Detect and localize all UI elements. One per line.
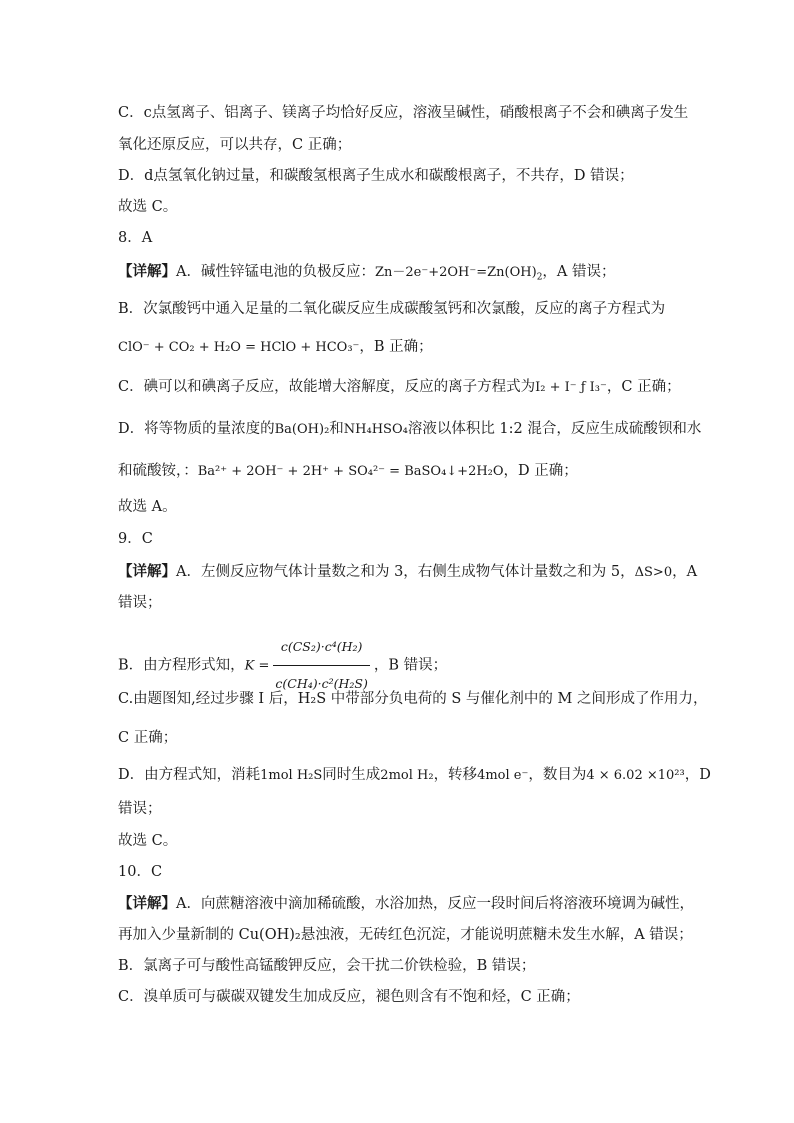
text-span: ，D: [684, 767, 711, 783]
text-line: 错误；: [118, 595, 162, 611]
text-span: A．左侧反应物气体计量数之和为 3，右侧生成物气体计量数之和为 5，: [176, 564, 635, 580]
text-span: ，B 正确；: [359, 339, 433, 355]
text-line: [118, 766, 711, 785]
text-line: [118, 420, 701, 439]
answer-number: 9．C: [118, 531, 153, 547]
text-line: C 正确；: [118, 730, 178, 746]
text-span: C．碘可以和碘离子反应，故能增大溶解度，反应的离子方程式为: [118, 379, 536, 395]
equation-text: Zn－2e⁻+2OH⁻=Zn(OH): [374, 265, 537, 280]
text-span: A．向蔗糖溶液中滴加稀硫酸，水浴加热，反应一段时间后将溶液环境调为碱性，: [176, 896, 694, 912]
equation: 4 × 6.02 ×10²³: [586, 768, 685, 783]
text-span: ，B 错误；: [373, 657, 448, 674]
text-line: 错误；: [118, 801, 162, 817]
text-line: B．氯离子可与酸性高锰酸钾反应，会干扰二价铁检验，B 错误；: [118, 958, 536, 974]
equation: 4mol e⁻: [477, 768, 529, 783]
explanation-line: [118, 563, 697, 582]
explanation-tag: 【详解】: [118, 563, 176, 580]
text-line: [118, 378, 681, 397]
text-span: ，C 正确；: [606, 379, 681, 395]
text-line: 故选 C。: [118, 833, 178, 849]
text-span: ，数目为: [528, 767, 587, 783]
text-span: 同时生成: [322, 767, 381, 783]
text-line: 故选 C。: [118, 199, 178, 215]
text-line: B．次氯酸钙中通入足量的二氧化碳反应生成碳酸氢钙和次氯酸，反应的离子方程式为: [118, 301, 666, 317]
text-line: 故选 A。: [118, 499, 177, 515]
text-line: [118, 462, 578, 481]
text-span: 和: [329, 421, 344, 437]
equation: 1mol H₂S: [260, 768, 323, 783]
equation: ClO⁻ + CO₂ + H₂O = HClO + HCO₃⁻: [118, 340, 360, 355]
text-line: C．c点氢离子、铝离子、镁离子均恰好反应，溶液呈碱性，硝酸根离子不会和碘离子发生: [118, 105, 689, 121]
equation: Ba(OH)₂: [274, 422, 330, 437]
text-span: ，A: [672, 564, 698, 580]
explanation-line: [118, 895, 694, 913]
text-span: D．由方程式知，消耗: [118, 767, 261, 783]
equation: NH₄HSO₄: [343, 422, 408, 437]
text-span: D．将等物质的量浓度的: [118, 421, 275, 437]
text-line: 氧化还原反应，可以共存，C 正确；: [118, 137, 352, 153]
text-span: ，A 错误；: [542, 264, 616, 280]
text-span: B．由方程形式知，: [118, 657, 245, 674]
text-span: 溶液以体积比 1:2 混合，反应生成硫酸钡和水: [407, 421, 702, 437]
text-span: ，转移: [433, 767, 478, 783]
explanation-line: [118, 263, 616, 282]
fraction-denominator: c(CH₄)·c²(H₂S): [275, 676, 368, 691]
equation: ΔS>0: [634, 565, 673, 580]
answer-number: 10．C: [118, 864, 163, 880]
subscript: 2: [536, 272, 543, 283]
text-line: C．溴单质可与碳碳双键发生加成反应，褪色则含有不饱和烃，C 正确；: [118, 989, 580, 1005]
text-line: D．d点氢氧化钠过量，和碳酸氢根离子生成水和碳酸根离子，不共存，D 错误；: [118, 168, 634, 184]
text-line: 再加入少量新制的 Cu(OH)₂悬浊液，无砖红色沉淀，才能说明蔗糖未发生水解，A 错误；: [118, 927, 693, 943]
answer-number: 8．A: [118, 230, 153, 246]
text-span: A．碱性锌锰电池的负极反应：: [176, 264, 375, 280]
fraction-numerator: c(CS₂)·c⁴(H₂): [273, 630, 369, 666]
equation: [374, 265, 543, 283]
equation: 2mol H₂: [380, 768, 434, 783]
text-span: ，D 正确；: [503, 463, 578, 479]
explanation-tag: 【详解】: [118, 263, 176, 280]
equation-line: [118, 338, 433, 357]
equation: Ba²⁺ + 2OH⁻ + 2H⁺ + SO₄²⁻ = BaSO₄↓+2H₂O: [197, 464, 504, 479]
equation: K =: [244, 658, 270, 674]
explanation-tag: 【详解】: [118, 895, 176, 912]
text-span: 和硫酸铵，：: [118, 463, 198, 479]
equation: I₂ + I⁻ ƒ I₃⁻: [535, 380, 607, 395]
text-line: C.由题图知,经过步骤 I 后，H₂S 中带部分负电荷的 S 与催化剂中的 M 之间形成了作用力，: [118, 691, 708, 707]
